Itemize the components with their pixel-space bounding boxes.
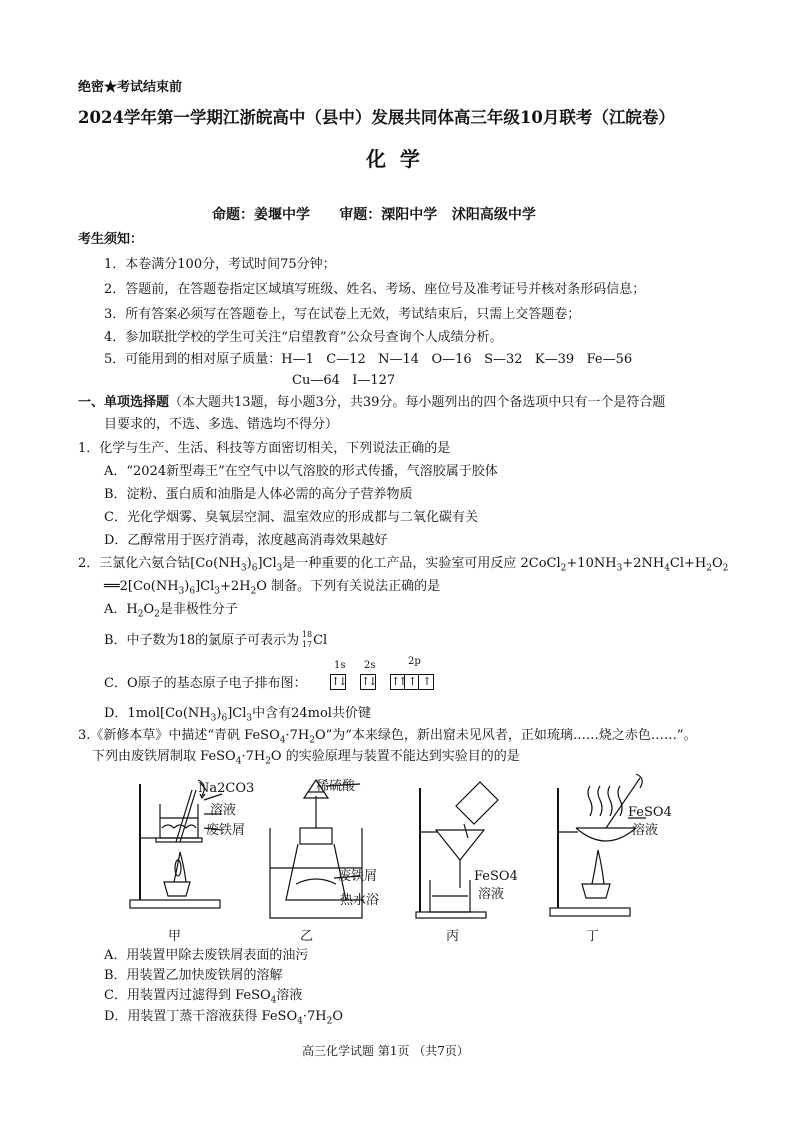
section-header — [78, 395, 665, 411]
label-jia-rongye: 溶液 — [210, 803, 237, 818]
label-jia-feitiexie: 废铁屑 — [206, 823, 246, 838]
apparatus-ding — [550, 774, 646, 916]
notice-item: 1．本卷满分100分，考试时间75分钟； — [104, 257, 336, 272]
label-jia-na2co3: Na2CO3 — [198, 781, 255, 796]
label-yi-feitiexie: 废铁屑 — [338, 869, 378, 884]
q3-option-a: A．用装置甲除去废铁屑表面的油污 — [104, 948, 309, 963]
q2-option-c: C．O原子的基态原子电子排布图： — [104, 676, 307, 691]
notice-item: 5．可能用到的相对原子质量：H—1 C—12 N—14 O—16 S—32 K—39 Fe—56 — [104, 352, 633, 367]
label-ding-feso4: FeSO4 — [628, 805, 672, 820]
section-desc: （本大题共13题，每小题3分，共39分。每小题列出的四个备选项中只有一个是符合题 — [169, 395, 666, 410]
orbital-diagram — [330, 656, 450, 692]
q2-stem: 2．三氯化六氨合钴$[Co(NH_3)_6]Cl_3$是一种重要的化工产品，实验室可用反应 $2CoCl_2+10NH_3+2NH_4Cl+H_2O_2$ — [78, 556, 729, 574]
q2-option-b: B．中子数为18的氯原子可表示为 18 17 Cl — [104, 630, 328, 649]
notice-item: 2．答题前，在答题卷指定区域填写班级、姓名、考场、座位号及准考证号并核对条形码信息； — [104, 282, 646, 297]
apparatus-figure — [120, 768, 700, 948]
notice-item-cont: Cu—64 I—127 — [292, 373, 396, 388]
label-ding: 丁 — [586, 929, 600, 944]
label-jia: 甲 — [168, 929, 182, 944]
q2-option-d: D．$1mol[Co(NH_3)_6]Cl_3$中含有24mol共价键 — [104, 706, 371, 724]
label-yi: 乙 — [300, 929, 314, 944]
orbital-label-1s: 1s — [334, 660, 346, 671]
q1-option-c: C．光化学烟雾、臭氧层空洞、温室效应的形成都与二氧化碳有关 — [104, 510, 478, 525]
orbital-label-2p: 2p — [408, 656, 421, 667]
label-bing-feso4: FeSO4 — [474, 869, 518, 884]
apparatus-jia — [130, 780, 222, 908]
q3-option-d: D．用装置丁蒸干溶液获得 $FeSO_4\cdot 7H_2O$ — [104, 1009, 344, 1027]
label-yi-xiliusuan: 稀硫酸 — [316, 779, 356, 794]
authors-line: 命题：姜堰中学 审题：溧阳中学 沭阳高级中学 — [212, 207, 536, 223]
q1-option-d: D．乙醇常用于医疗消毒，浓度越高消毒效果越好 — [104, 533, 388, 548]
orbital-label-2s: 2s — [364, 660, 376, 671]
q3-option-c: C．用装置丙过滤得到 FeSO$_4$溶液 — [104, 988, 303, 1006]
label-bing-rongye: 溶液 — [478, 887, 505, 902]
section-title: 一、单项选择题 — [78, 395, 170, 410]
q1-stem: 1．化学与生产、生活、科技等方面密切相关，下列说法正确的是 — [78, 441, 451, 456]
label-bing: 丙 — [446, 929, 460, 944]
notice-item: 4．参加联批学校的学生可关注“启望教育”公众号查询个人成绩分析。 — [104, 330, 503, 345]
q3-stem: 3.《新修本草》中描述“青矾 $FeSO_4\cdot 7H_2O$”为“本来绿色，新出窟未见风者，正如琉璃……烧之赤色……”。 — [78, 728, 697, 746]
q3-option-b: B．用装置乙加快废铁屑的溶解 — [104, 968, 283, 983]
label-yi-reshuiyu: 热水浴 — [340, 893, 380, 908]
section-desc-cont: 目要求的，不选、多选、错选均不得分） — [104, 417, 339, 432]
q1-option-a: A．“2024新型毒王”在空气中以气溶胶的形式传播，气溶胶属于胶体 — [104, 464, 498, 479]
page-footer: 高三化学试题 第1页 （共7页） — [302, 1044, 469, 1058]
q2-option-a: A．$H_2O_2$是非极性分子 — [104, 602, 238, 620]
q3-stem-cont: 下列由废铁屑制取 $FeSO_4\cdot 7H_2O$ 的实验原理与装置不能达到实验目的的是 — [92, 749, 520, 767]
orbital-box-2s: ↑↓ — [361, 675, 376, 688]
orbital-box-1s: ↑↓ — [331, 675, 346, 688]
secret-mark: 绝密★考试结束前 — [78, 80, 183, 95]
notice-heading: 考生须知： — [78, 232, 144, 247]
q1-option-b: B．淀粉、蛋白质和油脂是人体必需的高分子营养物质 — [104, 487, 413, 502]
label-ding-rongye: 溶液 — [632, 823, 659, 838]
notice-item: 3．所有答案必须写在答题卷上，写在试卷上无效，考试结束后，只需上交答题卷； — [104, 307, 581, 322]
exam-title: 2024学年第一学期江浙皖高中（县中）发展共同体高三年级10月联考（江皖卷） — [78, 108, 675, 127]
q2-stem-cont: $══2[Co(NH_3)_6]Cl_3+2H_2O$ 制备。下列有关说法正确的是 — [104, 579, 441, 597]
isotope-notation: 18 17 — [301, 630, 313, 649]
orbital-box-2p: ↑↑ ↑ ↑ — [390, 674, 434, 690]
subject-title: 化 学 — [366, 147, 420, 171]
